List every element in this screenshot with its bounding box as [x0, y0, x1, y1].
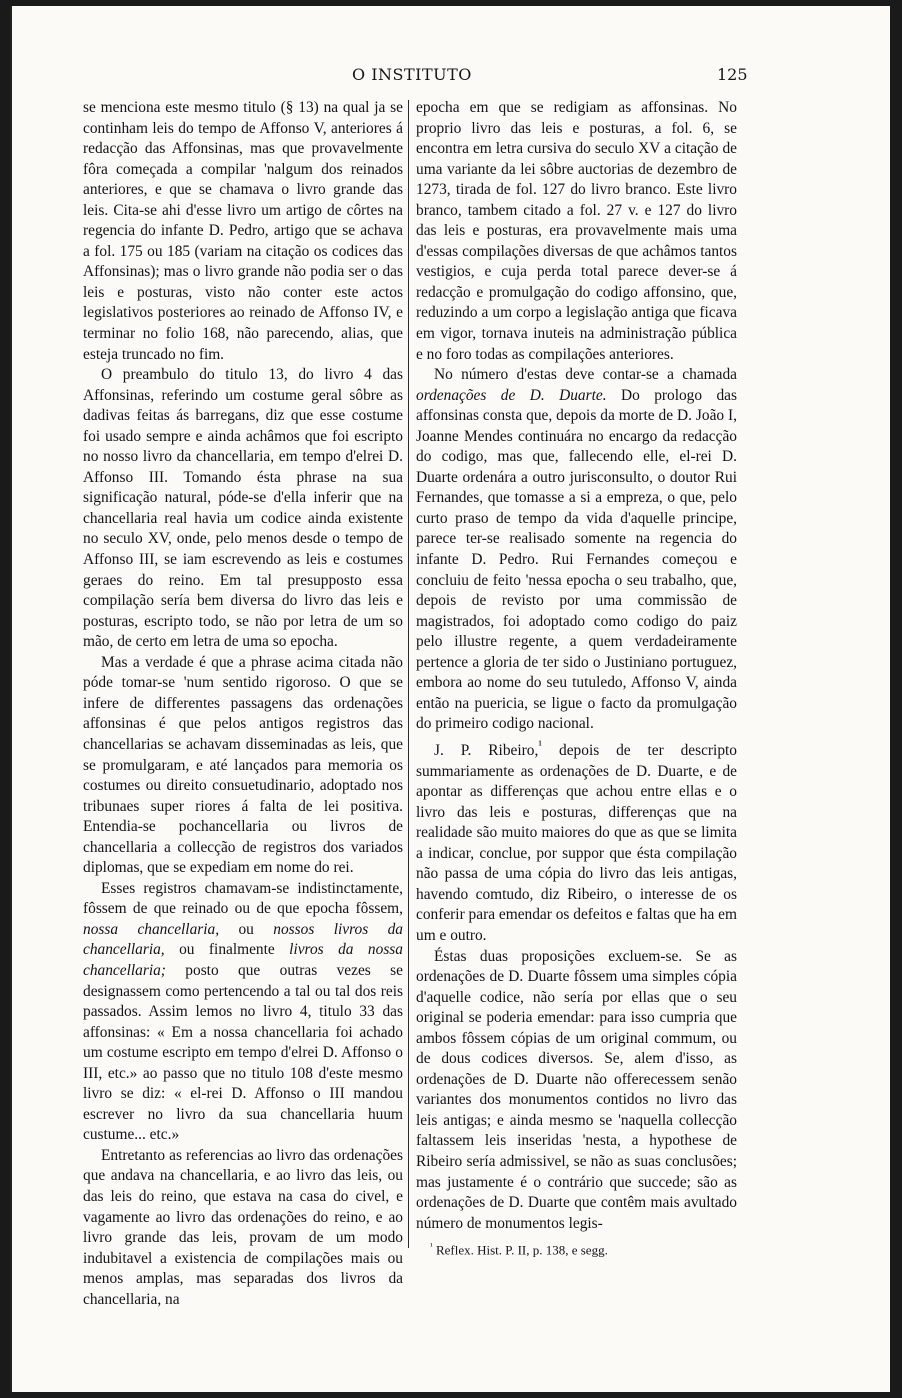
footnote-marker: ¹: [538, 737, 543, 752]
footnote-text: Reflex. Hist. P. II, p. 138, e segg.: [432, 1242, 608, 1258]
footnote-marker: ¹: [430, 1241, 433, 1251]
text-run: No número d'estas deve contar-se a chamada: [434, 366, 737, 384]
running-title: O INSTITUTO: [352, 65, 472, 84]
right-column: [416, 98, 737, 1234]
paragraph: Entretanto as referencias ao livro das ordenações que andava na chancellaria, e ao livro das leis, ou das leis do reino, que estava na casa do civel, e vagamente ao livro das ordenações do reino, e ao livro grande das leis, provam de um modo indubitavel a existencia de compilações mais ou menos amplas, mas separadas dos livros da chancellaria, na: [83, 1146, 403, 1308]
text-run: ou finalmente: [164, 941, 290, 959]
column-divider: [408, 100, 409, 1248]
text-run: Do prologo das affonsinas consta que, depois da morte de D. João I, Joanne Mendes continuára no encargo da redacção do codigo, mas que, fallecendo elle, el-rei D. Duarte ordenára a outro jurisconsulto, o doutor Rui Fernandes, que tomasse a si a empreza, o que, pelo curto praso de tempo da vida d'aquelle principe, parece ter-se realisado somente na regencia do infante D. Pedro. Rui Fernandes começou e concluiu de feito 'nessa epocha o seu trabalho, que, depois de revisto por uma commissão de magistrados, foi adoptado como codigo do paiz pelo illustre regente, a quem verdadeiramente pertence a gloria de ter sido o Justiniano portuguez, embora ao nome do seu tutuledo, Affonso V, ainda então na puericia, se ligue o facto da promulgação do primeiro codigo nacional.: [416, 386, 738, 733]
text-run: posto que outras vezes se designassem como pertencendo a tal ou tal dos reis passados. Assim lemos no livro 4, titulo 33 das affonsinas: « Em a nossa chancellaria foi achado um costume escripto em tempo d'elrei D. Affonso o III, etc.» ao passo que no titulo 108 d'este mesmo livro se diz: « el-rei D. Affonso o III mandou escrever no livro da sua chancellaria huum custume... etc.»: [83, 961, 403, 1144]
italic-run: nossa chancellaria,: [83, 920, 220, 938]
text-run: depois de ter descripto summariamente as ordenações de D. Duarte, e de apontar as differenças que achou entre ellas e o livro das leis e posturas, differenças que na realidade são muito maiores do que as que se limita a indicar, conclue, por suppor que ésta compilação não passa de uma cópia do livro das leis antigas, havendo comtudo, diz Ribeiro, o interesse de os conferir para emendar os defeitos e faltas que ha em um e outro.: [416, 742, 737, 944]
italic-run: nossos livros da chancellaria,: [83, 920, 403, 959]
italic-run: livros da nossa chancellaria;: [83, 941, 403, 979]
page-number: 125: [717, 65, 748, 84]
paragraph: epocha em que se redigiam as affonsinas. No proprio livro das leis e posturas, a fol. 6, se encontra em letra cursiva do seculo XV a citação de uma variante da lei sôbre auctorias de dezembro de 1273, tirada de fol. 127 do livro branco. Este livro branco, tambem citado a fol. 27 v. e 127 do livro das leis e posturas, era provavelmente mais uma d'essas compilações diversas de que achâmos tantos vestigios, e cuja perda total parece dever-se á redacção e promulgação do codigo affonsino, que, reduzindo a um corpo a legislação antiga que ficava em vigor, tornava inuteis na administração pública e no foro todas as compilações anteriores.: [416, 99, 737, 363]
paragraph: se menciona este mesmo titulo (§ 13) na qual ja se continham leis do tempo de Affonso V, anteriores á redacção das Affonsinas, mas que provavelmente fôra começada a compilar 'nalgum dos reinados anteriores, e que se chamava o livro grande das leis. Cita-se ahi d'esse livro um artigo de côrtes na regencia do infante D. Pedro, artigo que se achava a fol. 175 ou 185 (variam na citação os codices das Affonsinas); mas o livro grande não podia ser o das leis e posturas, visto não conter este actos legislativos posteriores ao reinado de Affonso IV, e terminar no folio 168, não parecendo, alias, que esteja truncado no fim.: [83, 99, 403, 363]
paragraph: O preambulo do titulo 13, do livro 4 das Affonsinas, referindo um costume geral sôbre as dadivas feitas ás barregans, diz que esse costume foi usado sempre e ainda achâmos que foi escripto no nosso livro da chancellaria, em tempo d'elrei D. Affonso III. Tomando ésta phrase na sua significação natural, póde-se d'ella inferir que na chancellaria real havia um codice ainda existente no seculo XV, onde, pelo menos desde o tempo de Affonso III, se iam escrevendo as leis e costumes geraes do reino. Em tal presupposto essa compilação sería bem diversa do livro das leis e posturas, escripto todo, se não por letra de um so mão, de certo em letra de uma so epocha.: [83, 366, 403, 651]
italic-run: ordenações de D. Duarte.: [416, 386, 607, 404]
paragraph: Éstas duas proposições excluem-se. Se as ordenações de D. Duarte fôssem uma simples cópia d'aquelle codice, não sería por ellas que o seu original se poderia emendar: para isso cumpria que ambos fôssem cópias de um original commum, ou de dous codices diversos. Se, alem d'isso, as ordenações de D. Duarte não offerecessem senão variantes dos monumentos contidos no livro das leis antigas; e ainda mesmo se 'naquella collecção faltassem leis inseridas 'nesta, a hypothese de Ribeiro sería admissivel, se não as suas conclusões; mas justamente é o contrário que succede; são as ordenações de D. Duarte que contêm mais avultado número de monumentos legis-: [416, 947, 737, 1232]
paragraph: [416, 365, 737, 735]
text-run: J. P. Ribeiro,: [434, 742, 539, 760]
left-column: [83, 98, 403, 1310]
footnote: [430, 1238, 730, 1258]
paragraph: [416, 735, 737, 947]
text-run: Esses registros chamavam-se indistinctamente, fôssem de que reinado ou de que epocha fôssem,: [83, 879, 403, 918]
paragraph: [83, 879, 403, 1146]
paragraph: Mas a verdade é que a phrase acima citada não póde tomar-se 'num sentido rigoroso. O que se infere de differentes passagens das ordenações affonsinas é que pelos antigos registros das chancellarias se achavam disseminadas as leis, que se promulgaram, e até lançados para memoria os costumes ou direito consuetudinario, adoptado nos tribunaes super riores á falta de lei positiva. Entendia-se pochancellaria ou livros de chancellaria a collecção de registros dos variados diplomas, que se expediam em nome do rei.: [83, 653, 403, 877]
text-run: ou: [219, 920, 274, 938]
